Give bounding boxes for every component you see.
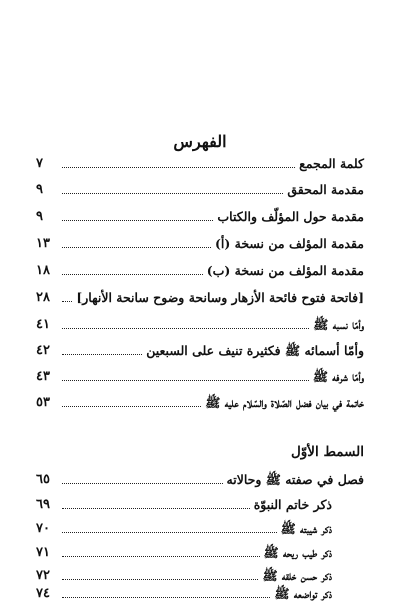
dot-leader (62, 508, 250, 509)
toc-entry (36, 366, 364, 386)
entry-title: مقدمة المؤلف من نسخة (ب) (206, 263, 364, 278)
entry-title: فصل في صفته ﷺ وحالاته (226, 472, 364, 487)
entry-page-number: ٦٩ (36, 497, 50, 512)
entry-page-number: ٤٣ (36, 369, 50, 384)
dot-leader (62, 301, 72, 302)
entry-page-number: ٥٣ (36, 395, 50, 410)
entry-page-number: ٩ (36, 182, 43, 197)
entry-page-number: ٧٠ (36, 521, 50, 536)
entry-title: مقدمة حول المؤلّف والكتاب (217, 209, 364, 224)
toc-entry (36, 287, 364, 307)
entry-page-number: ٧ (36, 156, 43, 171)
entry-title: وأمّا أسمائه ﷺ فكثيرة تنيف على السبعين (146, 343, 364, 358)
entry-title: كلمة المجمع (299, 156, 364, 171)
index-title: الفهرس (173, 132, 227, 151)
entry-title: ذكر خاتم النبوّة (253, 497, 332, 512)
entry-page-number: ٧٤ (36, 586, 50, 601)
dot-leader (62, 406, 201, 407)
dot-leader (62, 579, 258, 580)
entry-title: وأمّا نسبه ﷺ (313, 317, 364, 332)
toc-entry (36, 392, 364, 412)
entry-title: مقدمة المحقق (287, 182, 364, 197)
entry-page-number: ١٣ (36, 236, 50, 251)
toc-entry (36, 206, 364, 226)
entry-page-number: ٦٥ (36, 472, 50, 487)
dot-leader (62, 532, 277, 533)
entry-title: خاتمة في بيان فضل الصّلاة والسّلام عليه ﷺ (205, 395, 364, 410)
toc-entry (36, 340, 364, 360)
entry-page-number: ٩ (36, 209, 43, 224)
entry-title: وأمّا شرفه ﷺ (312, 369, 364, 384)
entry-page-number: ١٨ (36, 263, 50, 278)
toc-entry (36, 153, 364, 173)
toc-entry (36, 494, 332, 514)
dot-leader (62, 483, 223, 484)
entry-page-number: ٤٢ (36, 343, 50, 358)
toc-entry (36, 518, 332, 538)
toc-entry (36, 233, 364, 253)
toc-entry (36, 179, 364, 199)
entry-title: ذكر شيبته ﷺ (280, 521, 332, 536)
dot-leader (62, 328, 309, 329)
entry-page-number: ٢٨ (36, 290, 50, 305)
dot-leader (62, 556, 260, 557)
entry-page-number: ٧٢ (36, 568, 50, 583)
toc-entry (36, 260, 364, 280)
entry-title: [فاتحة فتوح فائحة الأزهار وسانحة وضوح سانحة الأنهار] (76, 290, 364, 305)
dot-leader (62, 193, 283, 194)
dot-leader (62, 220, 213, 221)
entry-page-number: ٧١ (36, 545, 50, 560)
entry-page-number: ٤١ (36, 317, 50, 332)
dot-leader (62, 597, 270, 598)
toc-entry (36, 314, 364, 334)
dot-leader (62, 247, 211, 248)
section-heading: السمط الأوّل (290, 444, 364, 460)
dot-leader (62, 274, 203, 275)
entry-title: ذكر طيب ريحه ﷺ (263, 545, 332, 560)
entry-title: ذكر حسن خلقه ﷺ (262, 568, 332, 583)
dot-leader (62, 167, 295, 168)
toc-entry (36, 542, 332, 562)
dot-leader (62, 380, 309, 381)
entry-title: ذكر تواضعه ﷺ (274, 586, 332, 601)
entry-title: مقدمة المؤلف من نسخة (أ) (214, 236, 364, 251)
toc-entry (36, 583, 332, 603)
toc-entry (36, 565, 332, 585)
dot-leader (62, 354, 142, 355)
toc-entry (36, 469, 364, 489)
